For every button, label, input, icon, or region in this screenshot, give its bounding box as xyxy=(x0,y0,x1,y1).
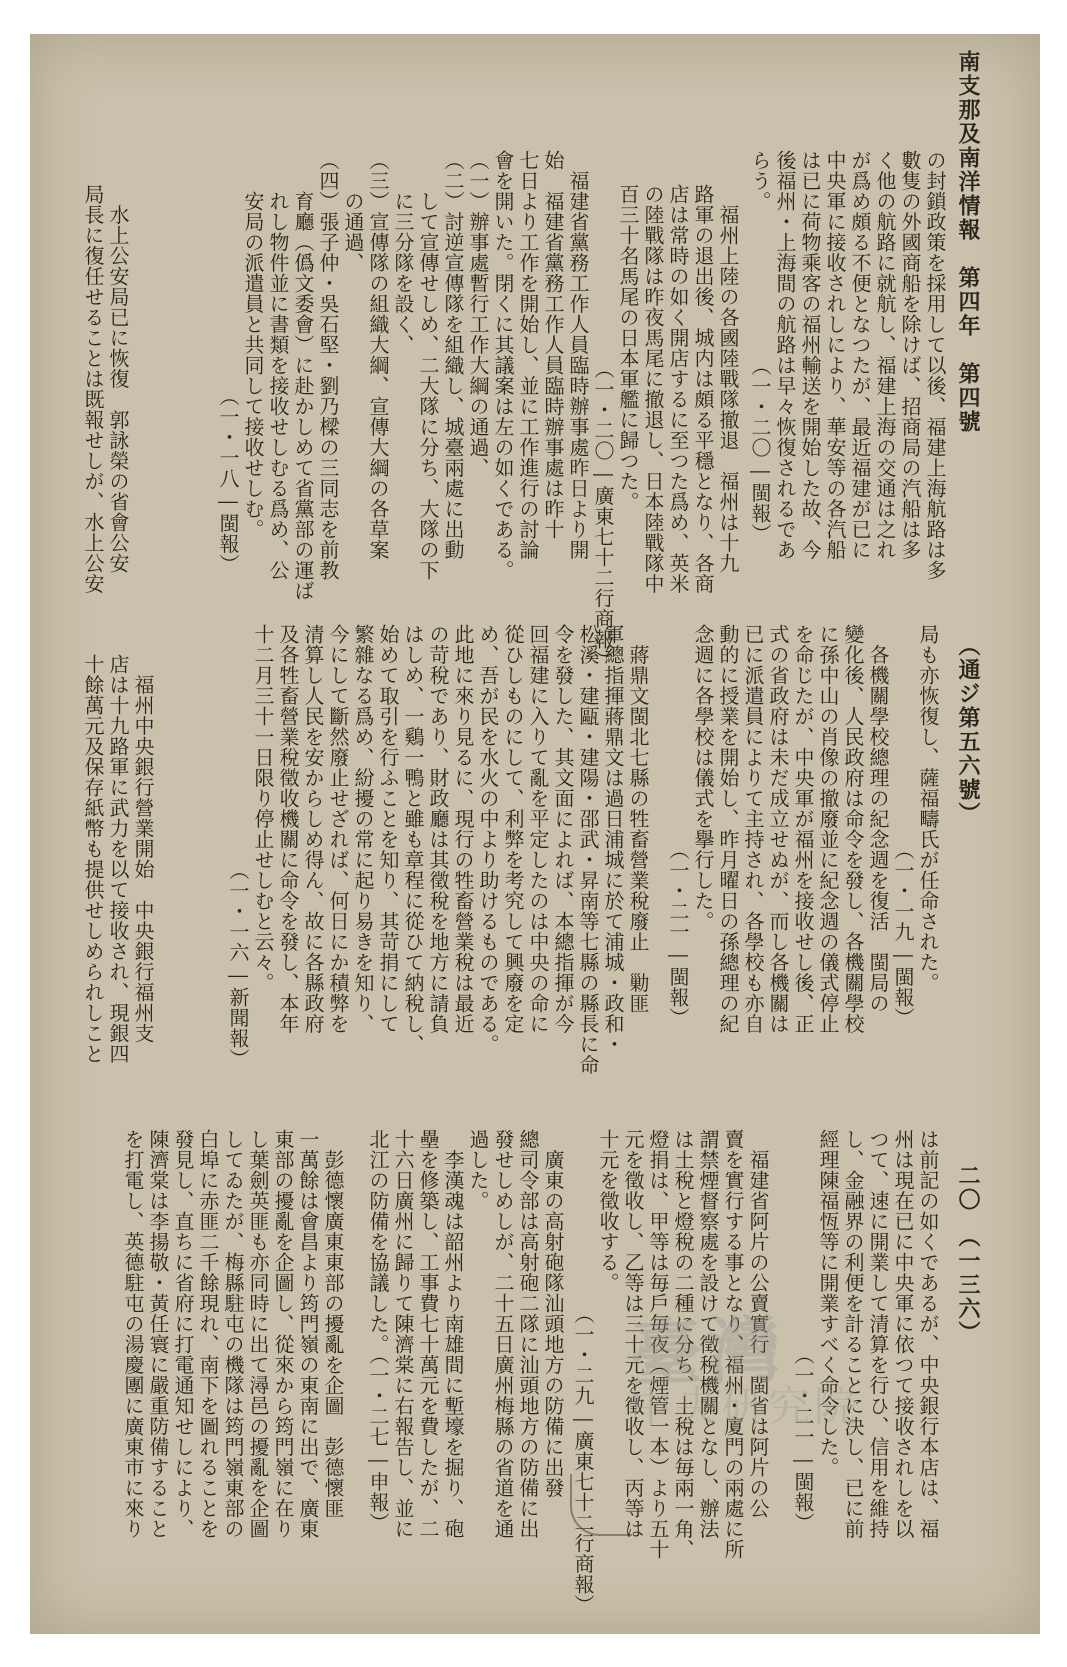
article-fujian-shanghai-shipping: の封鎖政策を採用して以後、福建上海航路は多 數隻の外國商船を除けば、招商局の汽船は多 く他の航路に就航し、福建上海の交通は之れ が爲め頗る不便となつたが、最近福建が已に 中央軍に接收されしにより、華安等の各汽船 は已に荷物乘客の福州輸送を開始した故、今 後福州・上海間の航路は早々恢復されるであ らう。 （一・二〇―閩報） xyxy=(748,150,947,581)
watermark-logo: 臺灣 xyxy=(628,1306,788,1397)
article-central-bank: 福州中央銀行營業開始 中央銀行福州支 店は十九路軍に武力を以て接收され、現銀四 十餘萬元及保存紙幣も提供せしめられしこと xyxy=(81,654,155,1064)
watermark-institution: 中央研究院 xyxy=(630,1382,861,1431)
article-central-bank-cont: は前記の如くであるが、中央銀行本店は、福 州は現在已に中央軍に依つて接收されしを以 つて、速に開業して清算を行ひ、信用を維持 し、金融界の利便を計ることに決し、已に前 經理陳福恆等に開業すべく命令した。 （一・二一―閩報） xyxy=(791,1129,940,1539)
document-page xyxy=(30,34,1040,1634)
article-memorial-week: 局も亦恢復し、薩福疇氏が任命された。 （一・一九―閩報） 各機關學校總理の紀念週を復活 閩局の 變化後、人民政府は命令を發し、各機關學校 に孫中山の肖像の撤廢並に紀念週の儀式停止 を命じたが、中央軍が福州を接收せし後、正 式の省政府は未だ成立せぬが、而し各機關は 已に派遣員によりて主持され、各學校も亦自 動的に授業を開始し、昨月曜日の孫總理の紀 念週に各學校は儀式を擧行した。 （一・二一―閩報） xyxy=(666,624,940,1034)
article-peng-dehuai: 彭德懷廣東東部の擾亂を企圖 彭德懷匪 一萬餘は會昌より筠門嶺の東南に出で、廣東 東部の擾亂を企圖し、從來から筠門嶺に在り し葉劍英匪も亦同時に出て潯邑の擾亂を企圖 してゐたが、梅縣駐屯の機隊は筠門嶺東部の 白埠に赤匪二千餘現れ、南下を圖れることを 發見し、直ちに省府に打電通知せしにより、 陳濟棠は李揚敬・黃任寰に嚴重防備すること を打電し、英德駐屯の湯慶團に廣東市に來り xyxy=(121,1129,345,1539)
article-opium-monopoly: 福建省阿片の公賣實行 閩省は阿片の公 賣を實行する事となり、福州・廈門の兩處に所 謂禁煙督察處を設けて徵稅機關となし、辦法 は土稅と燈稅の二種に分ち、土稅は毎兩一角、 燈捐は、甲等は毎戶毎夜（煙管一本）より五十 元を徵收し、乙等は三十元を徵收し、丙等は 十元を徵收する。 （一・二九―廣東七十二行商報） xyxy=(571,1129,770,1615)
issue-number: （通ジ第五六號） xyxy=(955,634,981,826)
article-anti-aircraft: 廣東の高射砲隊汕頭地方の防備に出發 總司令部は高射砲二隊に汕頭地方の防備に出 發せしめしが、二十五日廣州梅縣の省道を通 過した。 李漢魂は韶州より南雄間に塹壕を掘り、砲 壘を修築し、工事費七十萬元を費したが、二 十六日廣州に歸りて陳濟棠に右報告し、並に 北江の防備を協議した。（一・二七―申報） xyxy=(366,1129,565,1539)
article-fuzhou-landing-forces: 福州上陸の各國陸戰隊撤退 福州は十九 路軍の退出後、城内は頗る平穩となり、各商 店は常時の如く開店するに至つた爲め、英米 の陸戰隊は昨夜馬尾に撤退し、日本陸戰隊中 百三十名馬尾の日本軍艦に歸つた。 （一・二〇―廣東七十二行商報） xyxy=(591,184,740,670)
article-party-office: 福建省黨務工作人員臨時辦事處昨日より開 始 福建省黨務工作人員臨時辦事處は昨十 七日より工作を開始し、並に工作進行の討論 會を開いた。閉くに其議案は左の如くである。 （一）辦事處暫行工作大綱の通過、 （二）討逆宣傳隊を組織し、城臺兩處に出動 して宣傳せしめ、二大隊に分ち、大隊の下 に三分隊を設く、 （三）宣傳隊の組織大綱、宣傳大綱の各草案 の通過、 （四）張子仲・吳石堅・劉乃樑の三同志を前教 育廳（僞文委會）に赴かしめて省黨部の運ば れし物件並に書類を接收せしむる爲め、公 安局の派遣員と共同して接收せしむ。 （一・一八―閩報） xyxy=(216,150,590,601)
journal-title: 南支那及南洋情報 第四年 第四號 xyxy=(955,50,981,434)
page-number: 二〇 （一三六） xyxy=(955,1164,981,1345)
pencil-mark xyxy=(570,1474,632,1536)
article-water-police: 水上公安局已に恢復 郭詠榮の省會公安 局長に復任せることは既報せしが、水上公安 xyxy=(81,184,130,594)
article-livestock-tax: 蔣鼎文閩北七縣の牲畜營業稅廢止 勦匪 軍總指揮蔣鼎文は過日浦城に於て浦城・政和・ 松溪・建甌・建陽・邵武・昇南等七縣の縣長に命 令を發した、其文面によれば、本總指揮が今 回福建に入りて亂を平定したのは中央の命に 從ひしものにして、利弊を考究して興廢を定 め、吾が民を水火の中より助けるものである。 此地に來り見るに、現行の牲畜營業稅は最近 の苛稅であり、財政廳は其徵稅を地方に請負 はしめ、一鷄一鴨と雖も章程に從ひて納稅し、 始めて取引を行ふことを知り、其苛捐にして 繁雜なる爲め、紛擾の常に起り易きを知り、 今にして斷然廢止せざれば、何日にか積弊を 清算し人民を安からしめ得ん、故に各縣政府 及各牲畜營業稅徵收機關に命令を發し、本年 十二月三十一日限り停止せしむと云々。 （一・一六―新聞報） xyxy=(226,624,650,1075)
